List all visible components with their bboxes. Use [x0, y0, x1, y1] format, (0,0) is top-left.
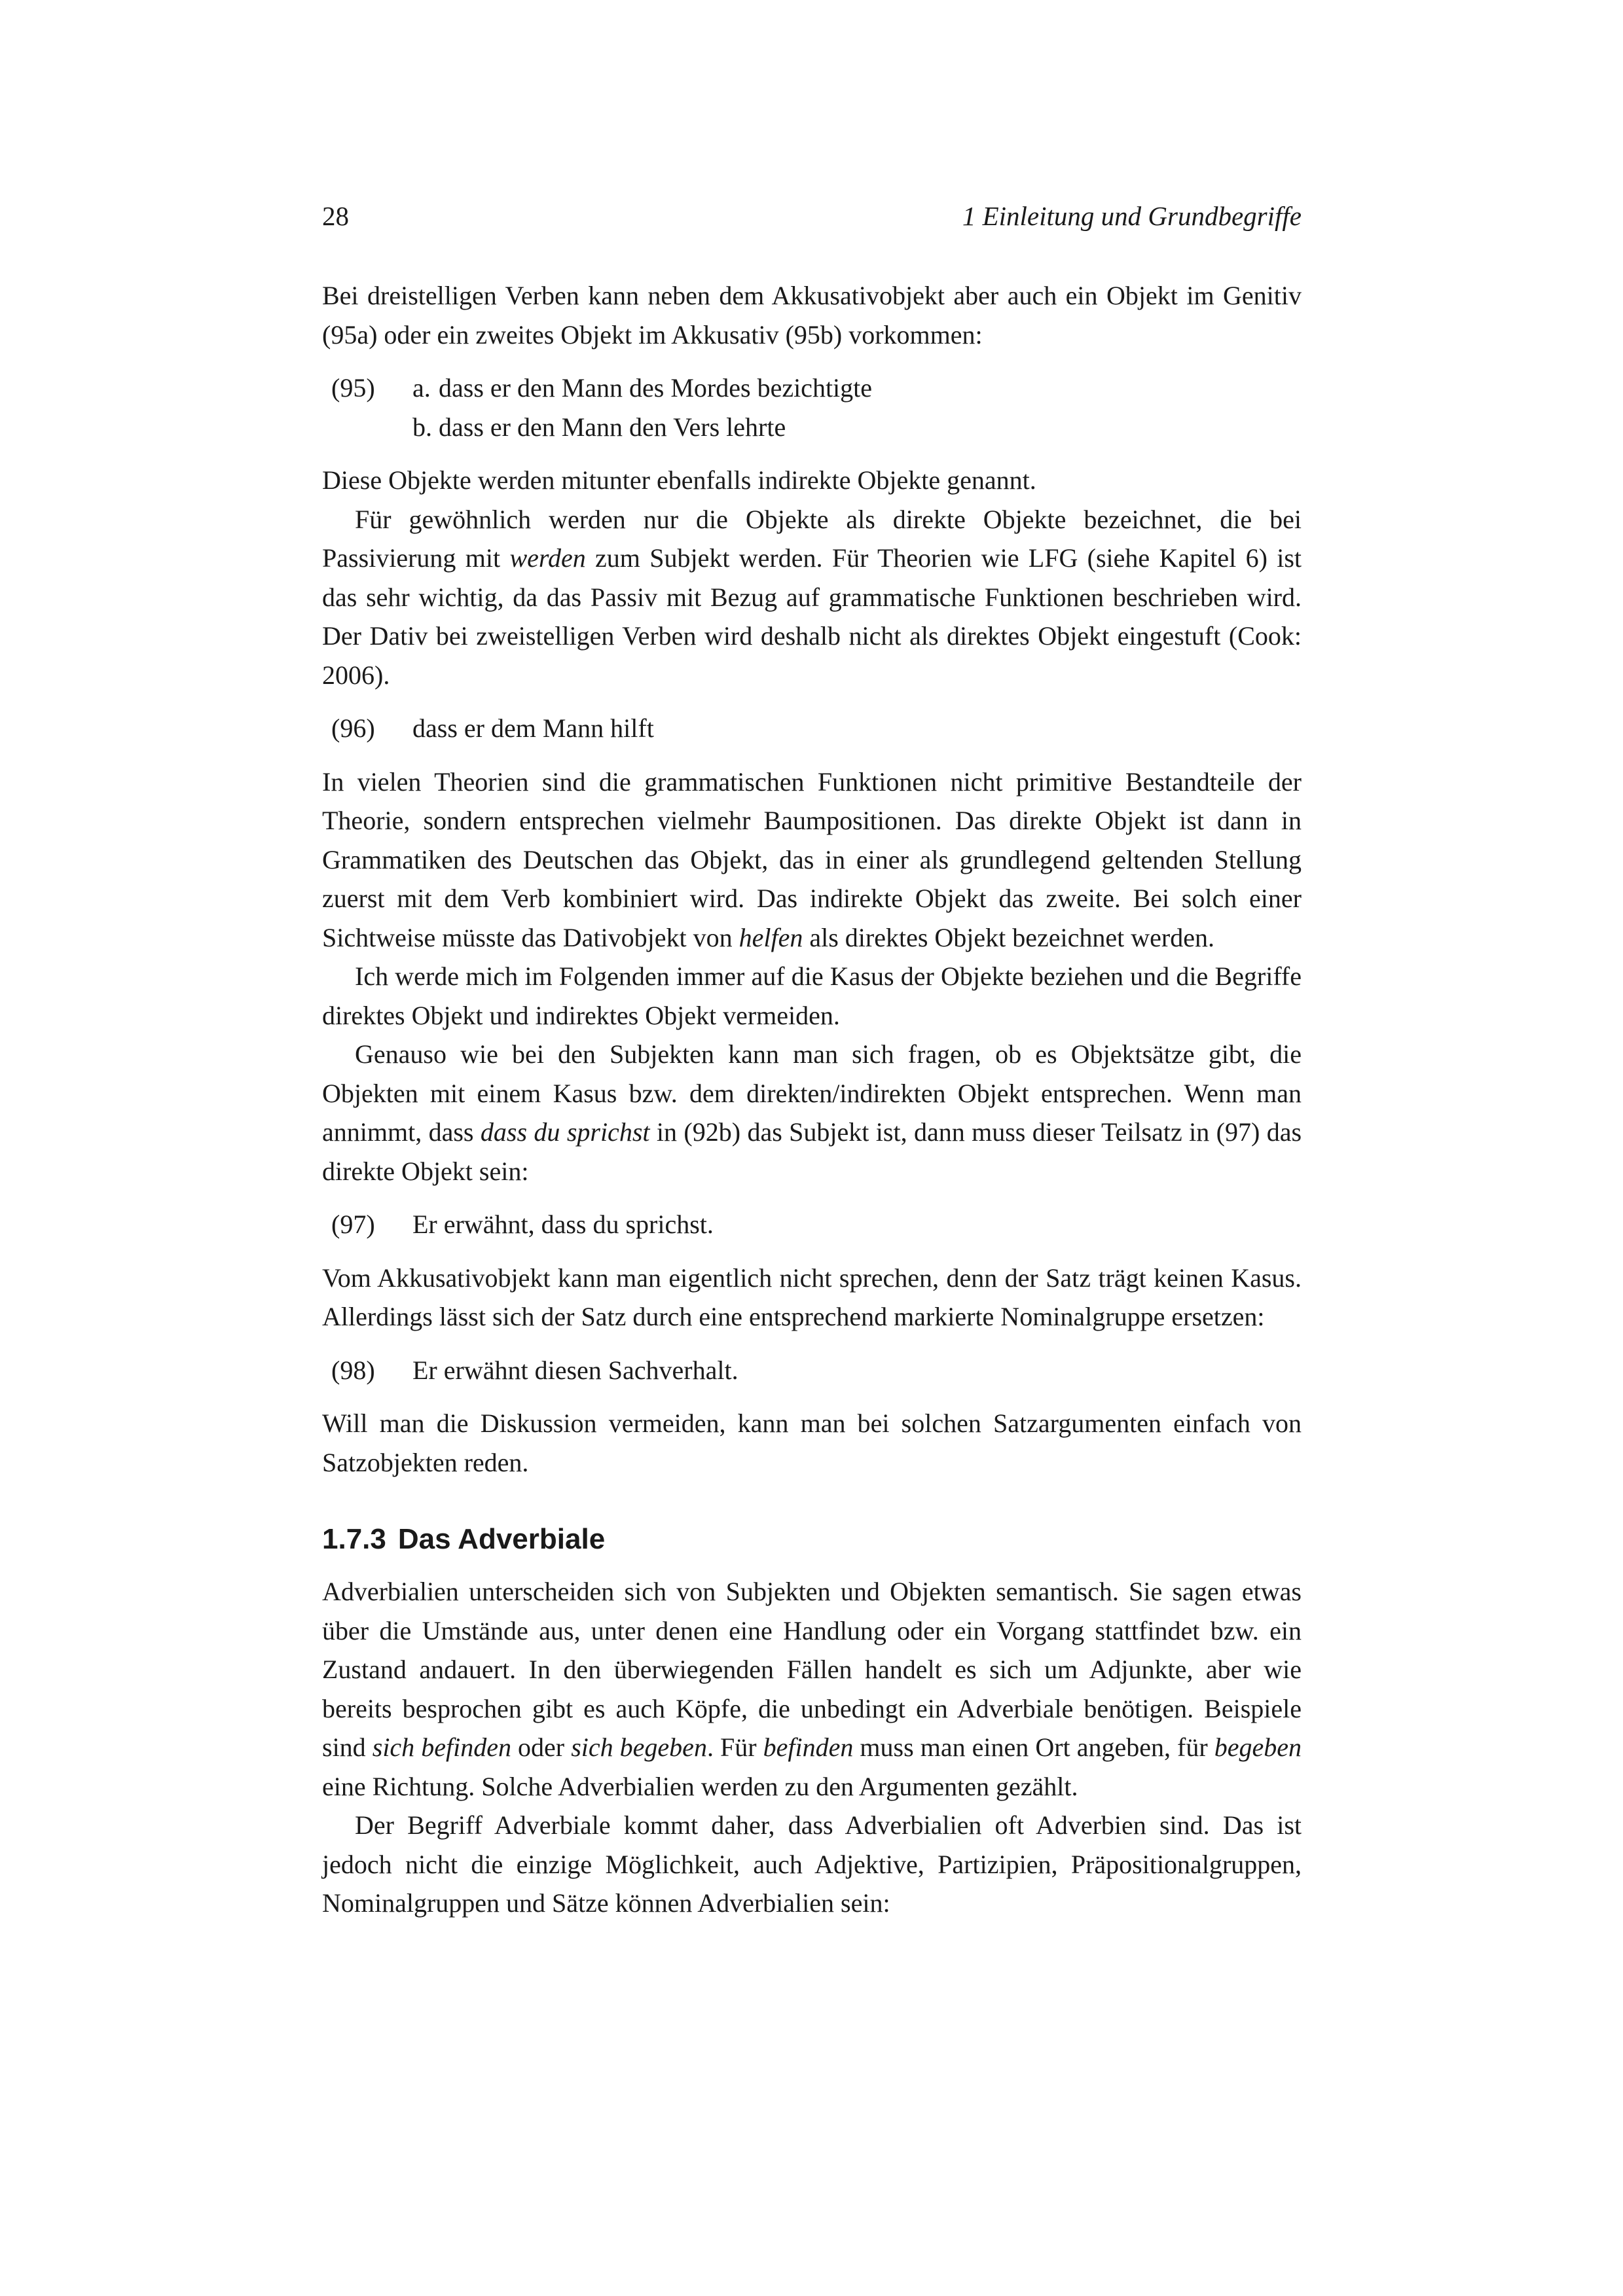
paragraph-9	[322, 1572, 1302, 1806]
text-run: als direktes Objekt bezeichnet werden.	[803, 922, 1214, 952]
paragraph-6	[322, 1035, 1302, 1191]
text-run: zum Subjekt werden. Für Theorien wie LFG (siehe Kapitel 6) ist das sehr wichtig, da das Passiv mit Bezug auf grammatische Funktionen beschrieben wird. Der Dativ bei zweistelligen Verben wird deshalb nicht als direktes Objekt eingestuft (Cook: 2006).	[322, 543, 1302, 690]
text-run: in (92b) das Subjekt ist, dann muss dieser Teilsatz in (97) das direkte Objekt sein:	[322, 1117, 1302, 1186]
paragraph-7: Vom Akkusativobjekt kann man eigentlich nicht sprechen, denn der Satz trägt keinen Kasus. Allerdings lässt sich der Satz durch eine entsprechend markierte Nominalgruppe ersetzen:	[322, 1263, 1302, 1331]
example-98	[331, 1351, 1302, 1390]
emphasis: sich befinden	[372, 1732, 511, 1762]
paragraph-1: Bei dreistelligen Verben kann neben dem Akkusativobjekt aber auch ein Objekt im Genitiv (95a) oder ein zweites Objekt im Akkusativ (95b) vorkommen:	[322, 281, 1302, 350]
text-run: Genauso wie bei den Subjekten kann man sich fragen, ob es Objektsätze gibt, die Objekten mit einem Kasus bzw. dem direkten/indirekten Objekt entsprechen. Wenn man annimmt, dass	[322, 1039, 1302, 1147]
example-items	[412, 368, 1302, 446]
chapter-title: 1 Einleitung und Grundbegriffe	[962, 201, 1302, 231]
example-number: (97)	[331, 1210, 375, 1239]
text-run: eine Richtung. Solche Adverbialien werden zu den Argumenten gezählt.	[322, 1771, 1078, 1801]
book-page	[322, 196, 1302, 1923]
example-95	[331, 368, 1302, 446]
text-run: muss man einen Ort angeben, für	[853, 1732, 1214, 1762]
example-text: dass er den Mann den Vers lehrte	[439, 412, 786, 442]
example-96	[331, 709, 1302, 748]
text-run: Für gewöhnlich werden nur die Objekte als direkte Objekte bezeichnet, die bei Passivierung mit	[322, 504, 1302, 573]
example-97	[331, 1205, 1302, 1244]
text-run: . Für	[706, 1732, 763, 1762]
emphasis: begeben	[1214, 1732, 1302, 1762]
text-run: In vielen Theorien sind die grammatischen Funktionen nicht primitive Bestandteile der Theorie, sondern entsprechen vielmehr Baumpositionen. Das direkte Objekt ist dann in Grammatiken des Deutschen das Objekt, das in einer als grundlegend geltenden Stellung zuerst mit dem Verb kombiniert wird. Das indirekte Objekt das zweite. Bei solch einer Sichtweise müsste das Dativobjekt von	[322, 766, 1302, 952]
emphasis: werden	[509, 543, 586, 573]
emphasis: befinden	[763, 1732, 854, 1762]
text-run: Adverbialien unterscheiden sich von Subjekten und Objekten semantisch. Sie sagen etwas über die Umstände aus, unter denen eine Handlung oder ein Vorgang stattfindet bzw. ein Zustand andauert. In den überwiegenden Fällen handelt es sich um Adjunkte, aber wie bereits besprochen gibt es auch Köpfe, die unbedingt ein Adverbiale benötigen. Beispiele sind	[322, 1577, 1302, 1762]
text-run: oder	[511, 1732, 572, 1762]
example-item-b	[412, 408, 1302, 447]
paragraph-2: Diese Objekte werden mitunter ebenfalls indirekte Objekte genannt.	[322, 465, 1036, 495]
paragraph-8: Will man die Diskussion vermeiden, kann man bei solchen Satzargumenten einfach von Satzobjekten reden.	[322, 1408, 1302, 1477]
paragraph-4	[322, 762, 1302, 958]
example-text: dass er den Mann des Mordes bezichtigte	[439, 373, 873, 403]
example-text: Er erwähnt, dass du sprichst.	[412, 1210, 714, 1239]
emphasis: dass du sprichst	[480, 1117, 650, 1147]
example-letter: b.	[412, 412, 432, 442]
example-number: (98)	[331, 1355, 375, 1385]
paragraph-5: Ich werde mich im Folgenden immer auf die Kasus der Objekte beziehen und die Begriffe direktes Objekt und indirektes Objekt vermeiden.	[322, 961, 1302, 1030]
section-heading	[322, 1520, 1302, 1559]
example-number: (96)	[331, 713, 375, 743]
emphasis: sich begeben	[571, 1732, 707, 1762]
emphasis: helfen	[739, 922, 803, 952]
section-number: 1.7.3	[322, 1523, 386, 1555]
example-item-a	[412, 368, 1302, 408]
paragraph-10: Der Begriff Adverbiale kommt daher, dass Adverbialien oft Adverbien sind. Das ist jedoch nicht die einzige Möglichkeit, auch Adjektive, Partizipien, Präpositionalgruppen, Nominalgruppen und Sätze können Adverbialien sein:	[322, 1810, 1302, 1918]
example-letter: a.	[412, 373, 431, 403]
example-text: dass er dem Mann hilft	[412, 713, 654, 743]
running-head	[322, 196, 1302, 236]
paragraph-3	[322, 500, 1302, 695]
page-number: 28	[322, 201, 349, 231]
section-title: Das Adverbiale	[397, 1523, 606, 1555]
body-text	[322, 276, 1302, 1923]
example-number: (95)	[331, 373, 375, 403]
example-text: Er erwähnt diesen Sachverhalt.	[412, 1355, 739, 1385]
